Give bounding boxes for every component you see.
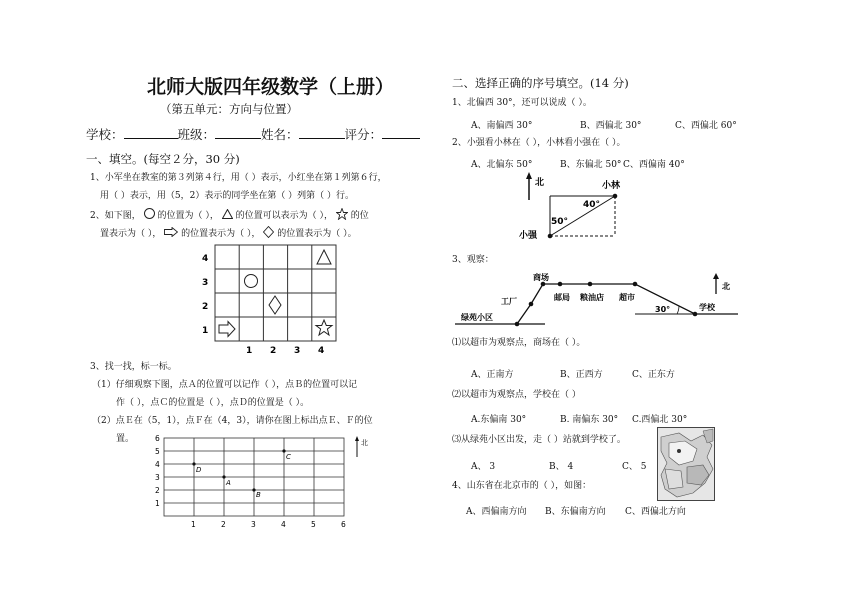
grid2-north-label: 北: [361, 439, 368, 447]
grid-star-shape: [316, 320, 332, 335]
grid2-x-label-4: 4: [281, 520, 286, 529]
r-s1: ⑴以超市为观察点，商场在（ ）。: [452, 338, 586, 348]
grid1-x-label-3: 3: [294, 346, 301, 356]
grid-triangle-shape: [317, 250, 331, 264]
r-q1-opt-a: A、南偏西 30°: [471, 121, 533, 131]
grid1-y-label-1: 1: [202, 326, 209, 336]
r-q4: 4、山东省在北京市的（ ），如图：: [452, 481, 592, 491]
point-b-label: B: [256, 491, 261, 499]
r-s1-opt-c: C、正东方: [632, 370, 675, 380]
q2-line-2: 置表示为（ ）， 的位置表示为（ ）， 的位置表示为（ ）。: [100, 226, 357, 240]
point-d-label: D: [196, 466, 202, 474]
fig2-label-a: 小林: [602, 181, 621, 191]
map-angle-label: 30°: [655, 305, 671, 314]
point-c-label: C: [286, 453, 291, 461]
r-s2-opt-b: B. 南偏东 30°: [560, 415, 619, 425]
r-s3: ⑶从绿苑小区出发，走（ ）站就到学校了。: [452, 435, 626, 445]
name-label: 姓名：: [261, 127, 299, 142]
grid-diamond-shape: [269, 296, 281, 314]
r-q1-opt-c: C、西偏北 60°: [675, 121, 737, 131]
grid2-y-label-3: 3: [155, 473, 160, 482]
section-1-heading: 一、填空。(每空２分，30 分): [86, 152, 240, 166]
r-s1-opt-a: A、正南方: [471, 370, 514, 380]
score-label: 评分：: [344, 127, 383, 142]
class-label: 班级：: [177, 127, 216, 142]
r-q2-opt-c: C、西偏南 40°: [623, 160, 685, 170]
map-label-factory: 工厂: [501, 297, 517, 306]
r-q1: 1、北偏西 30°，还可以说成（ ）。: [452, 98, 592, 108]
star-shape-icon: [336, 208, 348, 220]
grid1-x-label-4: 4: [318, 346, 325, 356]
route-stop-1: [515, 322, 520, 327]
route-stop-2: [529, 302, 534, 307]
north-arrowhead-2: [713, 273, 719, 279]
fig3-north-label: 北: [722, 282, 730, 291]
arrow-shape-icon: [164, 227, 178, 237]
grid2-x-label-5: 5: [311, 520, 316, 529]
fig2-point-a: [613, 194, 618, 199]
fig2-north-label: 北: [535, 178, 545, 188]
grid1-x-label-1: 1: [246, 346, 253, 356]
direction-triangle-diagram: [510, 172, 640, 246]
r-s2-opt-a: A.东偏南 30°: [471, 415, 527, 425]
r-q2-opt-a: A、北偏东 50°: [471, 160, 533, 170]
position-grid: [195, 242, 355, 360]
r-q4-opt-c: C、西偏北方向: [625, 507, 686, 517]
r-q3: 3、观察：: [452, 255, 494, 265]
r-s1-opt-b: B、正西方: [560, 370, 603, 380]
q3-title: 3、找一找，标一标。: [90, 362, 177, 372]
fig2-angle-1: 40°: [583, 200, 601, 210]
r-q2: 2、小强看小林在（ ），小林看小强在（ ）。: [452, 138, 626, 148]
circle-shape-icon: [144, 208, 155, 219]
grid2-y-label-6: 6: [155, 434, 160, 443]
grid-circle-shape: [245, 275, 258, 288]
r-s3-opt-a: A、 3: [471, 462, 496, 472]
fig2-point-b: [548, 234, 553, 239]
map-label-green: 绿苑小区: [461, 313, 493, 322]
route-stop-5: [588, 282, 593, 287]
map-label-grain: 粮油店: [580, 293, 604, 302]
q3-line-2: 作（ ），点Ｃ的位置是（ ），点Ｄ的位置是（ ）。: [116, 398, 310, 408]
route-angle-arc: [677, 306, 679, 314]
q3-line-1: （1）仔细观察下图，点Ａ的位置可以记作（ ），点Ｂ的位置可以记: [92, 380, 358, 390]
grid2-y-label-4: 4: [155, 460, 160, 469]
q2-line-1: 2、如下图， 的位置为（ ）， 的位置可以表示为（ ）， 的位: [90, 208, 369, 222]
r-q4-opt-a: A、西偏南方向: [466, 507, 527, 517]
fig2-angle-2: 50°: [551, 217, 569, 227]
grid1-y-label-4: 4: [202, 254, 209, 264]
route-map: [455, 270, 745, 335]
q3-line-3: （2）点Ｅ在（5，1），点Ｆ在（4，3），请你在图上标出点Ｅ、Ｆ的位: [92, 416, 373, 426]
grid-arrow-shape: [219, 322, 235, 337]
section-2-heading: 二、选择正确的序号填空。(14 分): [452, 76, 629, 90]
map-label-mall: 商场: [533, 273, 549, 282]
r-q4-opt-b: B、东偏南方向: [545, 507, 606, 517]
north-arrowhead-1: [526, 172, 532, 179]
fig2-label-b: 小强: [519, 231, 538, 241]
grid2-y-label-1: 1: [155, 499, 160, 508]
coordinate-grid: [150, 433, 380, 531]
grid1-y-label-3: 3: [202, 278, 209, 288]
triangle-shape-icon: [222, 209, 233, 219]
route-stop-6: [633, 282, 638, 287]
grid2-x-label-6: 6: [341, 520, 346, 529]
r-s3-opt-b: B、 4: [549, 462, 574, 472]
route-stop-4: [558, 282, 563, 287]
page-title: 北师大版四年级数学（上册）: [147, 76, 395, 98]
q1-line-2: 用（ ）表示，用（5，2）表示的同学坐在第（ ）列第（ ）行。: [100, 191, 355, 201]
grid2-north-arrowhead: [355, 436, 359, 441]
grid1-x-label-2: 2: [270, 346, 277, 356]
grid2-y-label-5: 5: [155, 447, 160, 456]
point-a-label: A: [226, 479, 231, 487]
grid2-x-label-3: 3: [251, 520, 256, 529]
route-stop-3: [541, 282, 546, 287]
province-map-image: [657, 427, 715, 501]
school-label: 学校：: [86, 127, 124, 142]
map-label-post: 邮局: [554, 293, 570, 302]
r-s2-opt-c: C.西偏北 30°: [632, 415, 688, 425]
grid2-x-label-1: 1: [191, 520, 196, 529]
r-s3-opt-c: C、 5: [622, 462, 647, 472]
diamond-shape-icon: [263, 226, 274, 238]
grid2-y-label-2: 2: [155, 486, 160, 495]
grid2-x-label-2: 2: [221, 520, 226, 529]
r-q1-opt-b: B、西偏北 30°: [580, 121, 642, 131]
page-subtitle: （第五单元：方向与位置）: [160, 102, 298, 116]
map-label-market: 超市: [619, 293, 635, 302]
grid1-y-label-2: 2: [202, 302, 209, 312]
student-info-row: [86, 125, 420, 143]
r-s2: ⑵以超市为观察点，学校在（ ）: [452, 390, 581, 400]
r-q2-opt-b: B、东偏北 50°: [560, 160, 622, 170]
route-stop-7: [693, 312, 698, 317]
map-label-school: 学校: [699, 303, 715, 312]
q3-line-4: 置。: [116, 434, 135, 444]
q1-line-1: 1、小军坐在教室的第３列第４行，用（ ）表示，小红坐在第１列第６行，: [90, 173, 387, 183]
